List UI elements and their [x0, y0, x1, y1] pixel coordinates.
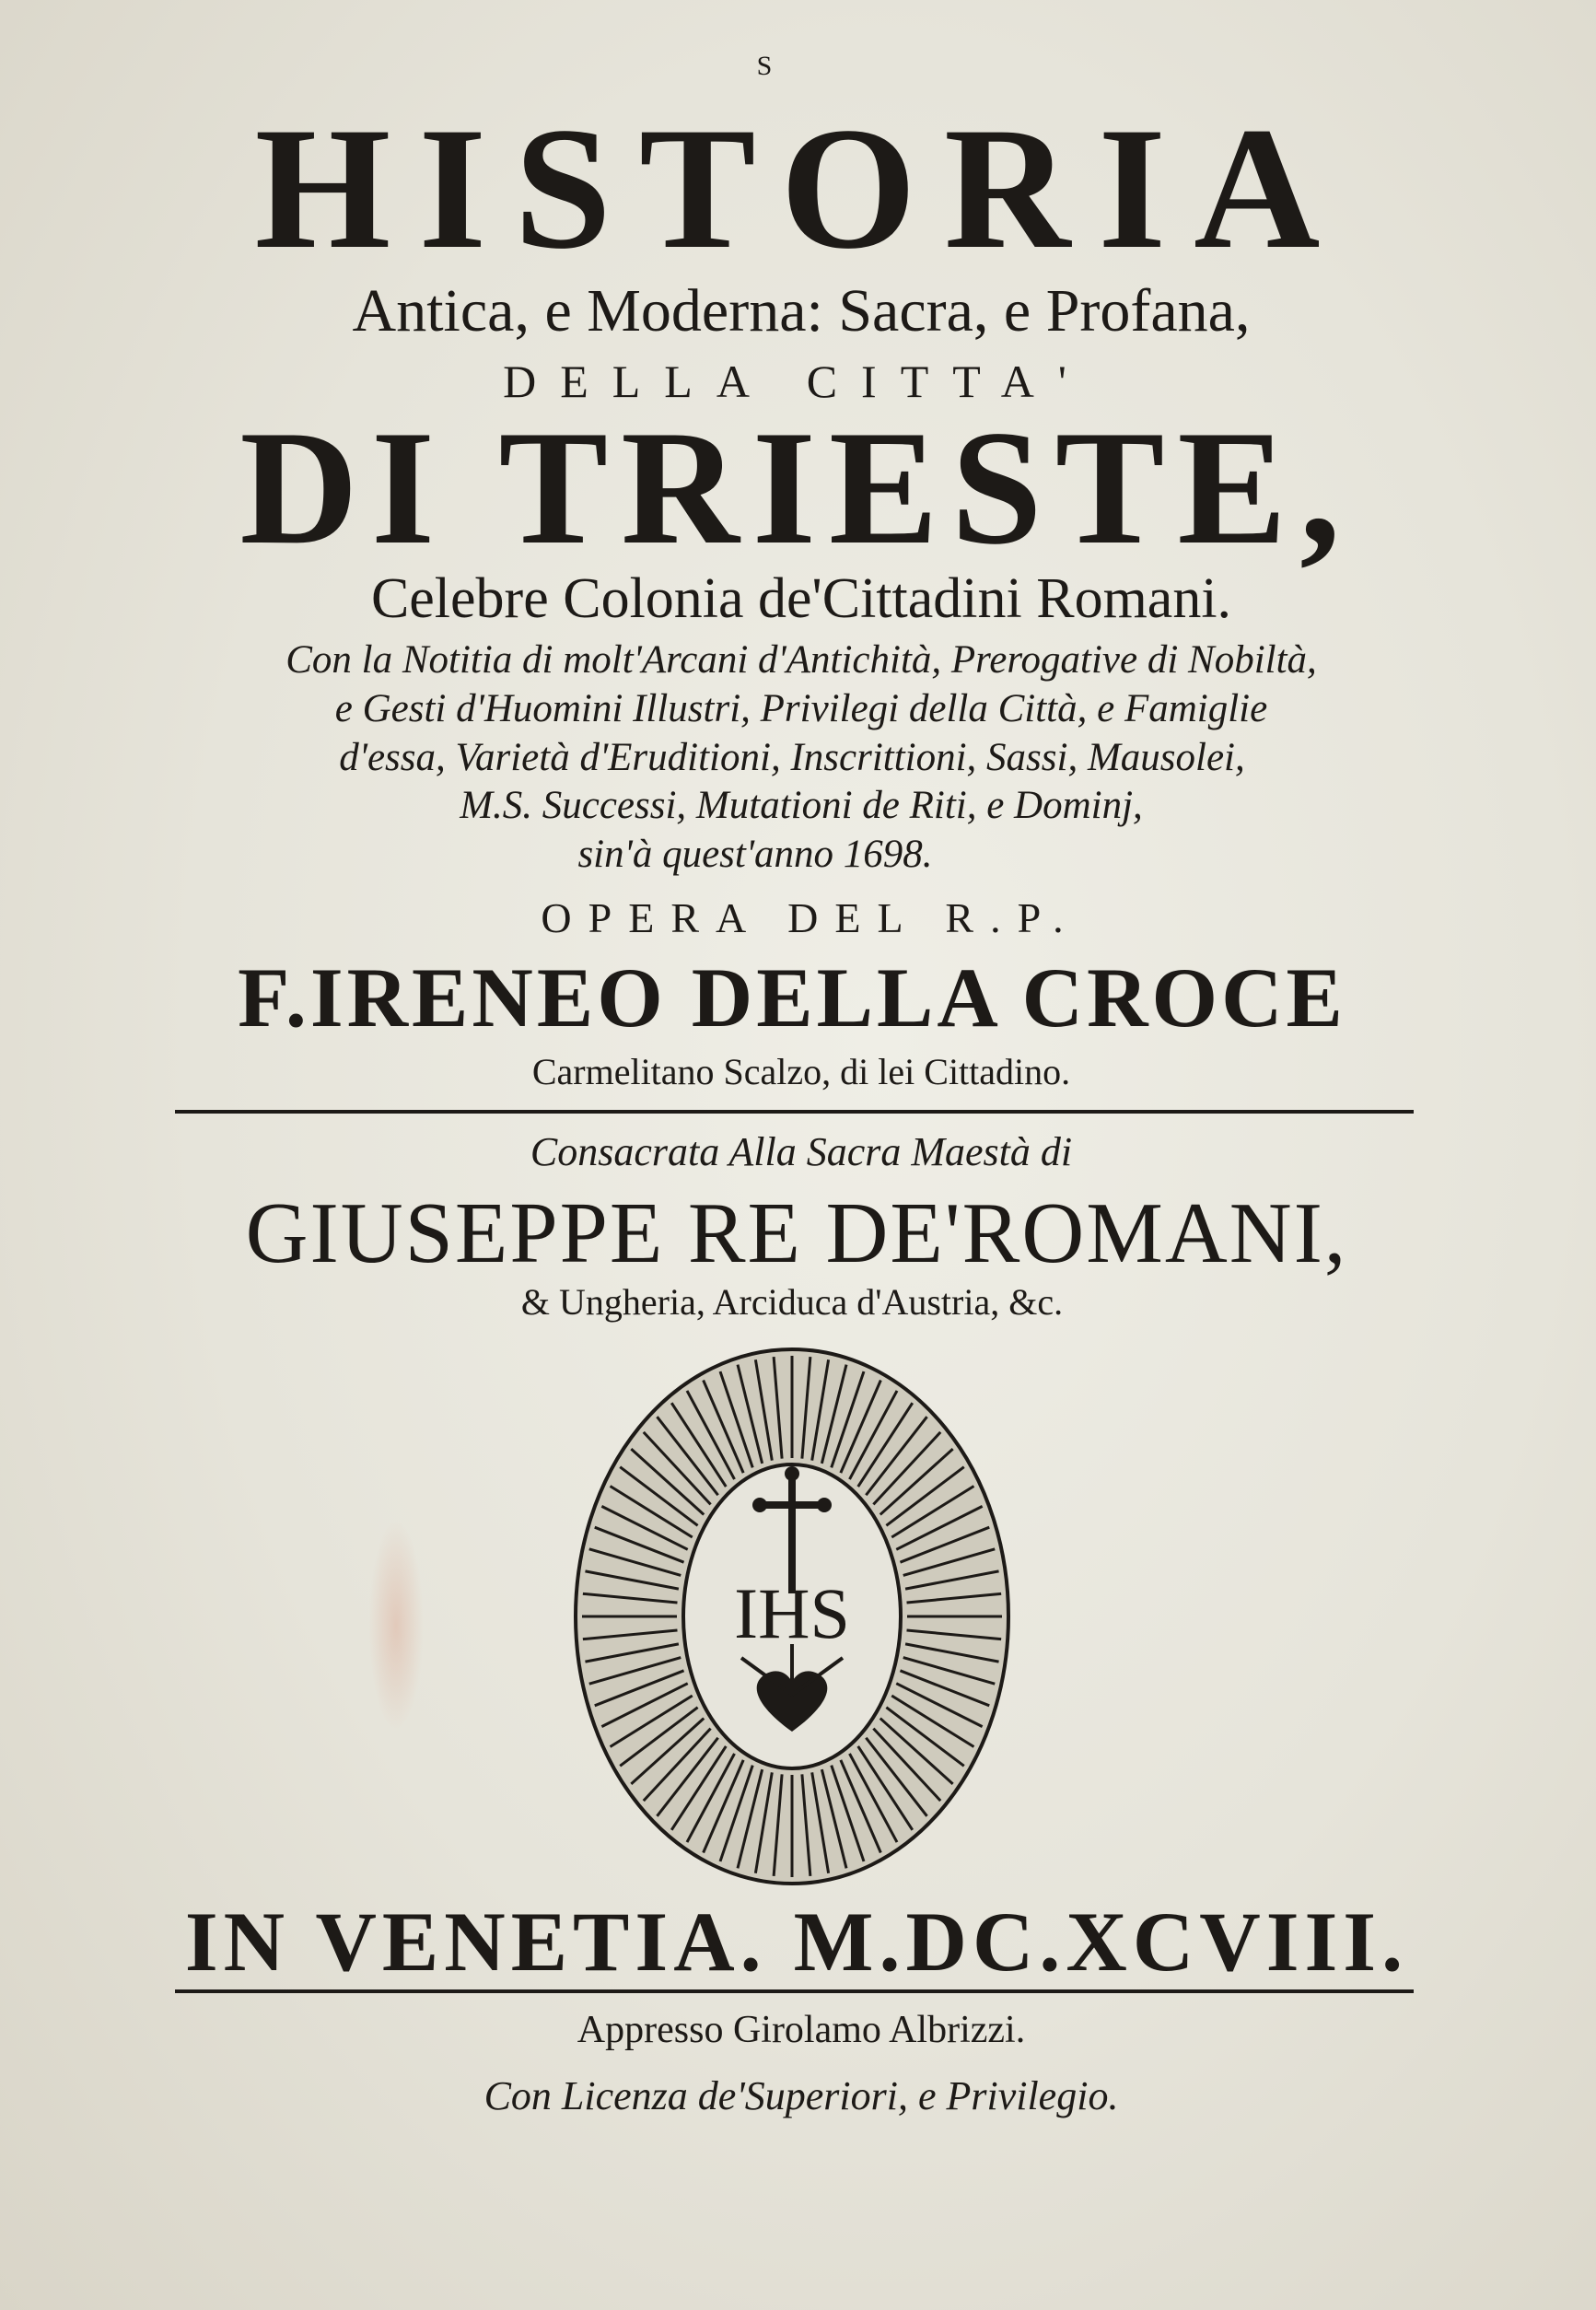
book-title: HISTORIA: [254, 92, 1348, 286]
notitia-line-1: Con la Notitia di molt'Arcani d'Antichità, Prerogative di Nobiltà,: [285, 638, 1317, 682]
subtitle-line-2: DELLA CITTA': [503, 356, 1090, 407]
paper-stain: [368, 1520, 424, 1732]
ihs-sunburst-emblem-icon: [571, 1345, 1013, 1888]
notitia-line-5: sin'à quest'anno 1698.: [577, 833, 933, 876]
city-title: DI TRIESTE,: [239, 396, 1354, 578]
dedicatee-name: GIUSEPPE RE DE'ROMANI,: [245, 1185, 1348, 1281]
subtitle-line-1: Antica, e Moderna: Sacra, e Profana,: [352, 277, 1251, 344]
signature-mark: S: [756, 51, 773, 81]
dedication-intro: Consacrata Alla Sacra Maestà di: [530, 1129, 1073, 1174]
author-note: Carmelitano Scalzo, di lei Cittadino.: [531, 1051, 1071, 1092]
divider-rule-top: [175, 1110, 1414, 1114]
author-name: F.IRENEO DELLA CROCE: [238, 951, 1346, 1044]
printer-line: Appresso Girolamo Albrizzi.: [577, 2009, 1026, 2051]
license-line: Con Licenza de'Superiori, e Privilegio.: [483, 2073, 1119, 2118]
notitia-line-3: d'essa, Varietà d'Eruditioni, Inscrittioni, Sassi, Mausolei,: [339, 736, 1245, 779]
notitia-line-4: M.S. Successi, Mutationi de Riti, e Dominj,: [460, 784, 1143, 827]
dedicatee-titles: & Ungheria, Arciduca d'Austria, &c.: [520, 1281, 1064, 1323]
imprint-place-year: IN VENETIA. M.DC.XCVIII.: [184, 1895, 1409, 1989]
emblem-monogram: IHS: [734, 1573, 850, 1653]
notitia-line-2: e Gesti d'Huomini Illustri, Privilegi della Città, e Famiglie: [334, 687, 1268, 730]
colony-line: Celebre Colonia de'Cittadini Romani.: [370, 567, 1232, 630]
divider-rule-bottom: [175, 1989, 1414, 1993]
opera-line: OPERA DEL R.P.: [541, 894, 1080, 941]
